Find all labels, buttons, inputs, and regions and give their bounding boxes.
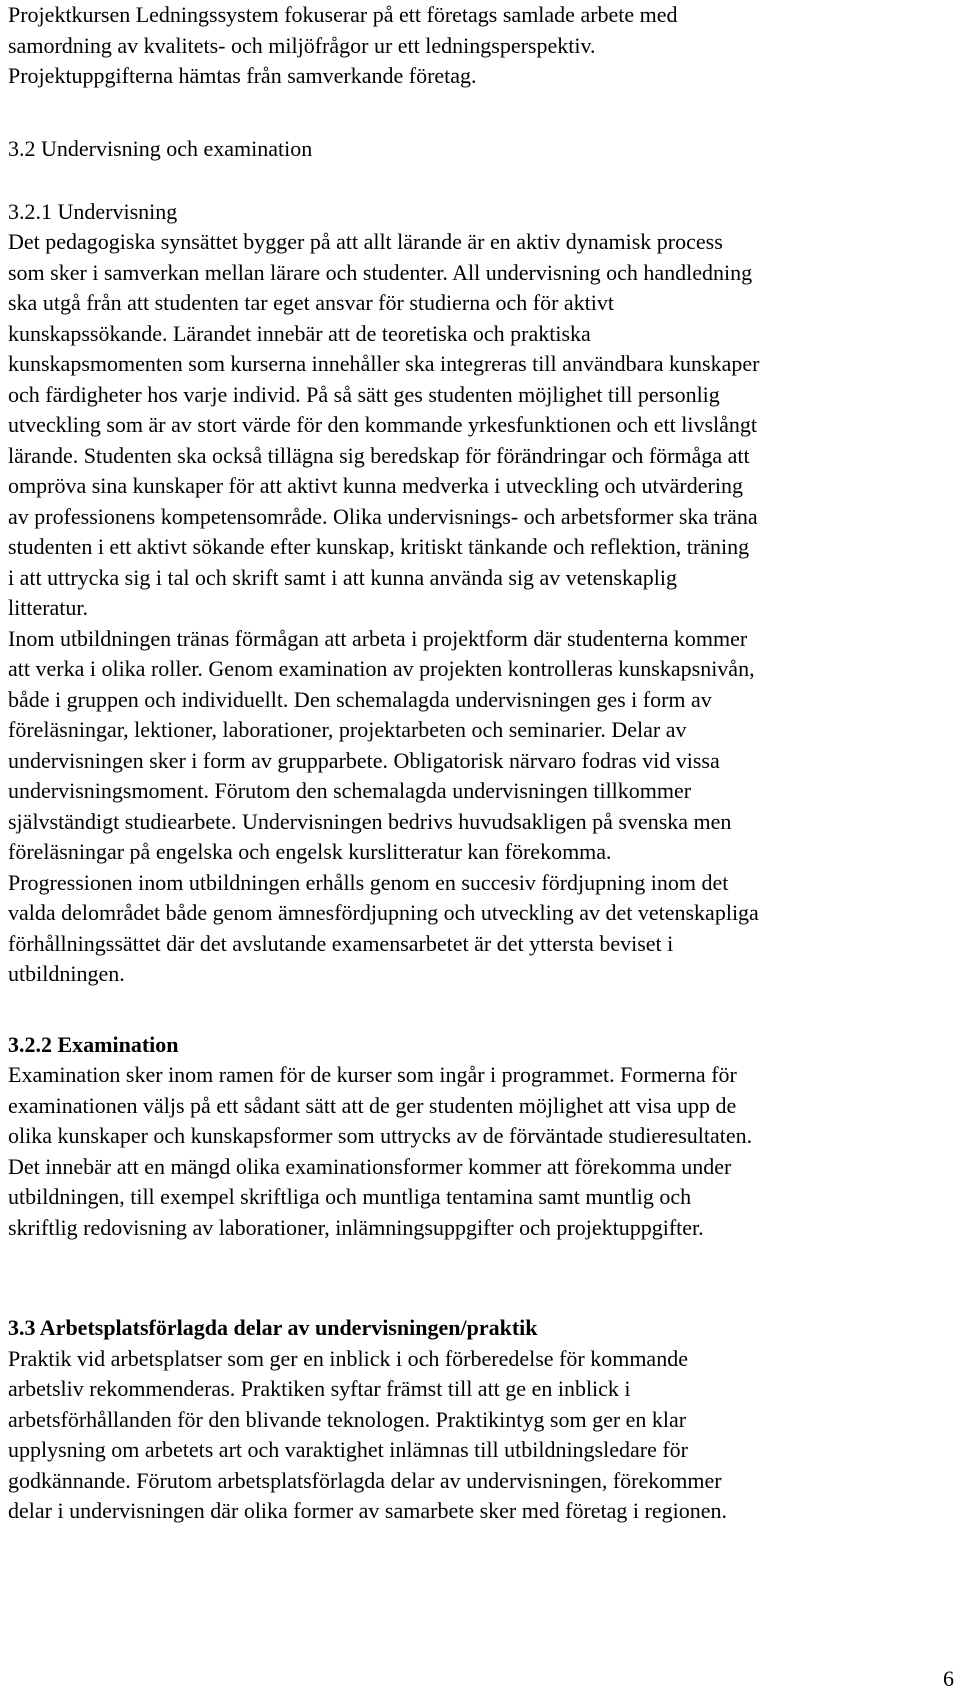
body-line: Det innebär att en mängd olika examinationsformer kommer att förekomma under [8, 1153, 732, 1179]
body-line: olika kunskaper och kunskapsformer som uttrycks av de förväntade studieresultaten. [8, 1123, 753, 1148]
body-line: föreläsningar på engelska och engelsk kurslitteratur kan förekomma. [8, 839, 612, 864]
body-line: arbetsförhållanden för den blivande teknologen. Praktikintyg som ger en klar [8, 1406, 687, 1432]
section-body-3-2-2 [8, 1060, 952, 1243]
body-line: föreläsningar, lektioner, laborationer, projektarbeten och seminarier. Delar av [8, 717, 687, 742]
body-line: Examination sker inom ramen för de kurser som ingår i programmet. Formerna för [8, 1062, 737, 1087]
body-line: ompröva sina kunskaper för att aktivt kunna medverka i utveckling och utvärdering [8, 473, 743, 498]
body-line: utbildningen, till exempel skriftliga och muntliga tentamina samt muntlig och [8, 1184, 692, 1209]
spacer [8, 1243, 952, 1313]
body-line: utveckling som är av stort värde för den kommande yrkesfunktionen och ett livslångt [8, 412, 758, 437]
body-line: studenten i ett aktivt sökande efter kunskap, kritiskt tänkande och reflektion, träning [8, 534, 750, 559]
body-line: Inom utbildningen tränas förmågan att arbeta i projektform där studenterna kommer [8, 625, 748, 651]
spacer [8, 165, 952, 193]
intro-paragraph [8, 0, 952, 92]
section-heading-3-2: 3.2 Undervisning och examination [8, 136, 313, 161]
intro-line: Projektkursen Ledningssystem fokuserar på ett företags samlade arbete med [8, 2, 678, 27]
body-line: Det pedagogiska synsättet bygger på att allt lärande är en aktiv dynamisk process [8, 229, 723, 254]
body-line: lärande. Studenten ska också tillägna sig beredskap för förändringar och förmåga att [8, 442, 750, 468]
body-line: kunskapsmomenten som kurserna innehåller ska integreras till användbara kunskaper [8, 351, 760, 376]
body-line: examinationen väljs på ett sådant sätt att de ger studenten möjlighet att visa upp de [8, 1092, 737, 1118]
body-line: godkännande. Förutom arbetsplatsförlagda delar av undervisningen, förekommer [8, 1467, 722, 1493]
spacer [8, 92, 952, 123]
body-line: Progressionen inom utbildningen erhålls genom en succesiv fördjupning inom det [8, 869, 729, 895]
body-line: av professionens kompetensområde. Olika undervisnings- och arbetsformer ska träna [8, 503, 758, 529]
body-line: ska utgå från att studenten tar eget ansvar för studierna och för aktivt [8, 290, 614, 315]
body-line: undervisningen sker i form av grupparbete. Obligatorisk närvaro fodras vid vissa [8, 747, 720, 773]
section-heading-3-3: 3.3 Arbetsplatsförlagda delar av undervisningen/praktik [8, 1315, 538, 1340]
body-line: skriftlig redovisning av laborationer, inlämningsuppgifter och projektuppgifter. [8, 1214, 704, 1240]
body-line: som sker i samverkan mellan lärare och studenter. All undervisning och handledning [8, 259, 753, 285]
body-line: självständigt studiearbete. Undervisningen bedrivs huvudsakligen på svenska men [8, 808, 732, 834]
spacer [8, 990, 952, 1030]
body-line: arbetsliv rekommenderas. Praktiken syftar främst till att ge en inblick i [8, 1376, 631, 1401]
body-line: litteratur. [8, 595, 89, 620]
body-line: upplysning om arbetets art och varaktighet inlämnas till utbildningsledare för [8, 1437, 689, 1462]
body-line: valda delområdet både genom ämnesfördjupning och utveckling av det vetenskapliga [8, 900, 759, 925]
body-line: undervisningsmoment. Förutom den schemalagda undervisningen tillkommer [8, 778, 692, 803]
section-heading-3-2-2: 3.2.2 Examination [8, 1031, 179, 1057]
intro-line: samordning av kvalitets- och miljöfrågor ur ett ledningsperspektiv. [8, 32, 596, 58]
body-line: att verka i olika roller. Genom examination av projekten kontrolleras kunskapsnivån, [8, 656, 755, 681]
intro-line: Projektuppgifterna hämtas från samverkande företag. [8, 63, 477, 88]
section-body-3-3 [8, 1344, 952, 1527]
body-line: förhållningssättet där det avslutande examensarbetet är det yttersta beviset i [8, 930, 674, 956]
body-line: både i gruppen och individuellt. Den schemalagda undervisningen ges i form av [8, 686, 712, 712]
body-line: i att uttrycka sig i tal och skrift samt i att kunna använda sig av vetenskaplig [8, 564, 678, 590]
document-page [8, 0, 952, 1527]
section-heading-3-2-1: 3.2.1 Undervisning [8, 198, 178, 224]
body-line: delar i undervisningen där olika former av samarbete sker med företag i regionen. [8, 1498, 727, 1523]
body-line: Praktik vid arbetsplatser som ger en inblick i och förberedelse för kommande [8, 1345, 688, 1371]
body-line: utbildningen. [8, 961, 125, 986]
body-line: och färdigheter hos varje individ. På så sätt ges studenten möjlighet till personlig [8, 381, 720, 407]
section-body-3-2-1 [8, 227, 952, 990]
body-line: kunskapssökande. Lärandet innebär att de teoretiska och praktiska [8, 320, 591, 346]
page-number: 6 [943, 1666, 954, 1691]
